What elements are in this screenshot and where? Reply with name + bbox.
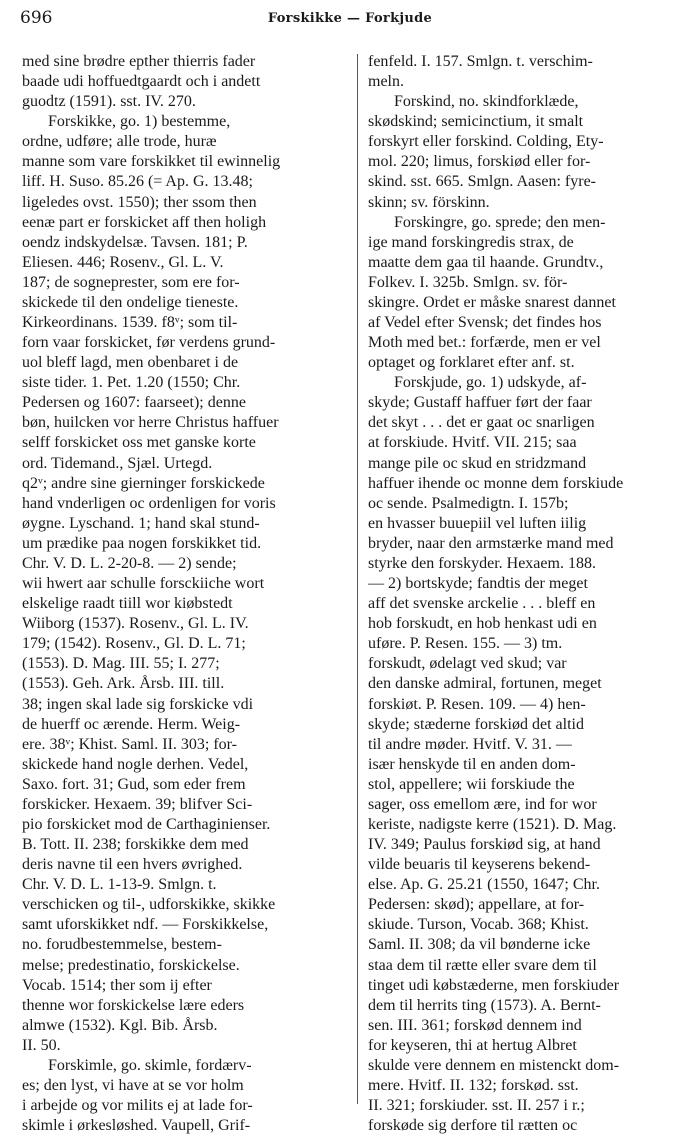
text-line: (1553). D. Mag. III. 55; I. 277; bbox=[22, 655, 220, 673]
text-line: manne som vare forskikket til ewinnelig bbox=[22, 153, 281, 171]
text-line: baade udi hoffuedtgaardt och i andett bbox=[22, 73, 261, 91]
text-line: oc sende. Psalmedigtn. I. 157b; bbox=[368, 494, 569, 512]
text-line: i arbejde og vor milits ej at lade for- bbox=[22, 1097, 253, 1115]
text-line: at forskiude. Hvitf. VII. 215; saa bbox=[368, 434, 577, 452]
text-line: IV. 349; Paulus forskiød sig, at hand bbox=[368, 836, 601, 854]
text-line: meln. bbox=[368, 73, 404, 91]
text-line: aff det svenske arckelie . . . bleff en bbox=[368, 595, 596, 613]
text-line: en hvasser buuepiil vel luften iilig bbox=[368, 514, 587, 532]
text-line: Forskjude, go. 1) udskyde, af- bbox=[394, 374, 587, 392]
text-line: Kirkeordinans. 1539. f8ᵛ; som til- bbox=[22, 314, 238, 332]
text-line: skiude. Turson, Vocab. 368; Khist. bbox=[368, 916, 589, 934]
left-column bbox=[22, 52, 348, 1136]
text-line: ere. 38ᵛ; Khist. Saml. II. 303; for- bbox=[22, 735, 238, 753]
text-line: især henskyde til en anden dom- bbox=[368, 755, 576, 773]
text-line: mange pile oc skud en stridzmand bbox=[368, 454, 587, 472]
text-line: forskiøt. P. Resen. 109. — 4) hen- bbox=[368, 695, 586, 713]
text-line: 179; (1542). Rosenv., Gl. D. L. 71; bbox=[22, 635, 246, 653]
text-line: skulde vere dennem en mistenckt dom- bbox=[368, 1056, 620, 1074]
text-line: siste tider. 1. Pet. 1.20 (1550; Chr. bbox=[22, 374, 241, 392]
text-line: styrke den forskyder. Hexaem. 188. bbox=[368, 554, 596, 572]
text-line: forskøde sig derfore til rætten oc bbox=[368, 1117, 578, 1135]
text-line: skickede hand nogle derhen. Vedel, bbox=[22, 755, 249, 773]
text-line: mere. Hvitf. II. 132; forskød. sst. bbox=[368, 1076, 579, 1094]
text-line: eenæ part er forskicket aff then holigh bbox=[22, 213, 267, 231]
text-line: Pedersen og 1607: faarseet); denne bbox=[22, 394, 246, 412]
text-line: maatte dem gaa til haande. Grundtv., bbox=[368, 253, 604, 271]
text-line: melse; predestinatio, forskickelse. bbox=[22, 956, 240, 974]
text-line: skødskind; semicinctium, it smalt bbox=[368, 113, 584, 131]
text-line: II. 50. bbox=[22, 1036, 61, 1054]
text-line: pio forskicket mod de Carthaginienser. bbox=[22, 815, 271, 833]
text-line: bryder, naar den armstærke mand med bbox=[368, 534, 614, 552]
column-divider bbox=[357, 54, 358, 1104]
text-line: øygne. Lyschand. 1; hand skal stund- bbox=[22, 514, 260, 532]
text-line: skinn; sv. förskinn. bbox=[368, 193, 490, 211]
text-line: ligeledes ovst. 1550); ther ssom then bbox=[22, 193, 257, 211]
text-line: guodtz (1591). sst. IV. 270. bbox=[22, 93, 196, 111]
text-line: Saxo. fort. 31; Gud, som eder frem bbox=[22, 775, 246, 793]
text-line: Chr. V. D. L. 1-13-9. Smlgn. t. bbox=[22, 876, 217, 894]
text-line: ige mand forskingredis strax, de bbox=[368, 233, 574, 251]
text-line: til andre møder. Hvitf. V. 31. — bbox=[368, 735, 572, 753]
text-line: sager, oss emellom ære, ind for wor bbox=[368, 795, 597, 813]
text-line: selff forskicket oss met ganske korte bbox=[22, 434, 256, 452]
text-line: optaget og forklaret efter anf. st. bbox=[368, 354, 575, 372]
page-number: 696 bbox=[20, 8, 53, 28]
text-line: 187; de sogneprester, som ere for- bbox=[22, 273, 240, 291]
page-header bbox=[20, 8, 680, 34]
text-line: forskyrt eller forskind. Colding, Ety- bbox=[368, 133, 604, 151]
text-line: skind. sst. 665. Smlgn. Aasen: fyre- bbox=[368, 173, 596, 191]
text-line: Saml. II. 308; da vil bønderne icke bbox=[368, 936, 591, 954]
text-line: B. Tott. II. 238; forskikke dem med bbox=[22, 836, 249, 854]
text-line: uol bleff lagd, men obenbaret i de bbox=[22, 354, 239, 372]
text-line: elskelige raadt tiill wor kiøbstedt bbox=[22, 595, 233, 613]
text-line: Forskind, no. skindforklæde, bbox=[394, 93, 579, 111]
text-line: dem til herrits ting (1573). A. Bernt- bbox=[368, 996, 601, 1014]
text-line: hob forskudt, en hob henkast udi en bbox=[368, 615, 597, 633]
text-line: verschicken og til-, udforskikke, skikke bbox=[22, 896, 276, 914]
text-line: Moth med bet.: forfærde, men er vel bbox=[368, 334, 601, 352]
text-line: skyde; Gustaff haffuer ført der faar bbox=[368, 394, 592, 412]
text-line: um prædike paa nogen forskikket tid. bbox=[22, 534, 262, 552]
text-line: ordne, udføre; alle trode, huræ bbox=[22, 133, 217, 151]
text-line: almwe (1532). Kgl. Bib. Årsb. bbox=[22, 1016, 218, 1034]
text-line: q2ᵛ; andre sine gierninger forskickede bbox=[22, 474, 265, 492]
text-line: forskudt, ødelagt ved skud; var bbox=[368, 655, 567, 673]
text-line: forn vaar forskicket, før verdens grund- bbox=[22, 334, 276, 352]
text-line: 38; ingen skal lade sig forskicke vdi bbox=[22, 695, 254, 713]
text-line: fenfeld. I. 157. Smlgn. t. verschim- bbox=[368, 53, 593, 70]
text-line: forskicker. Hexaem. 39; blifver Sci- bbox=[22, 795, 253, 813]
text-line: liff. H. Suso. 85.26 (= Ap. G. 13.48; bbox=[22, 173, 253, 191]
text-line: af Vedel efter Svensk; det findes hos bbox=[368, 314, 602, 332]
text-line: Forskikke, go. 1) bestemme, bbox=[48, 113, 231, 131]
text-line: deris navne til een hvers øvrighed. bbox=[22, 856, 243, 874]
text-line: thenne wor forskickelse lære eders bbox=[22, 996, 245, 1014]
text-line: Chr. V. D. L. 2-20-8. — 2) sende; bbox=[22, 554, 237, 572]
text-line: den danske admiral, fortunen, meget bbox=[368, 675, 602, 693]
text-line: hand vnderligen oc ordenligen for voris bbox=[22, 494, 276, 512]
text-line: sen. III. 361; forskød dennem ind bbox=[368, 1016, 582, 1034]
text-line: uføre. P. Resen. 155. — 3) tm. bbox=[368, 635, 563, 653]
text-line: Forskingre, go. sprede; den men- bbox=[394, 213, 606, 231]
text-line: skyde; stæderne forskiød det altid bbox=[368, 715, 584, 733]
text-line: mol. 220; limus, forskiød eller for- bbox=[368, 153, 591, 171]
text-line: Eliesen. 446; Rosenv., Gl. L. V. bbox=[22, 253, 224, 271]
running-head: Forskikke — Forkjude bbox=[267, 11, 433, 26]
text-line: tinget udi købstæderne, men forskiuder bbox=[368, 976, 620, 994]
text-line: — 2) bortskyde; fandtis der meget bbox=[368, 575, 588, 593]
text-line: skimle i ørkesløshed. Vaupell, Grif- bbox=[22, 1117, 251, 1135]
text-line: Wiiborg (1537). Rosenv., Gl. L. IV. bbox=[22, 615, 249, 633]
text-line: Forskimle, go. skimle, fordærv- bbox=[48, 1056, 252, 1074]
text-line: for keyseren, thi at hertug Albret bbox=[368, 1036, 577, 1054]
text-line: samt uforskikket ndf. — Forskikkelse, bbox=[22, 916, 269, 934]
text-line: Folkev. I. 325b. Smlgn. sv. för- bbox=[368, 273, 568, 291]
text-line: stol, appellere; wii forskiude the bbox=[368, 775, 575, 793]
text-line: skickede til den ondelige tieneste. bbox=[22, 293, 239, 311]
text-line: det skyt . . . det er gaat oc snarligen bbox=[368, 414, 595, 432]
text-line: else. Ap. G. 25.21 (1550, 1647; Chr. bbox=[368, 876, 600, 894]
text-line: wii hwert aar schulle forsckiiche wort bbox=[22, 575, 265, 593]
text-line: (1553). Geh. Ark. Årsb. III. till. bbox=[22, 675, 225, 693]
text-line: oendz indskydelsæ. Tavsen. 181; P. bbox=[22, 233, 248, 251]
text-line: no. forudbestemmelse, bestem- bbox=[22, 936, 222, 954]
text-line: staa dem til rætte eller svare dem til bbox=[368, 956, 597, 974]
text-line: de huerff oc ærende. Herm. Weig- bbox=[22, 715, 241, 733]
text-line: med sine brødre epther thierris fader bbox=[22, 53, 256, 70]
text-line: II. 321; forskiuder. sst. II. 257 i r.; bbox=[368, 1097, 585, 1115]
text-line: Vocab. 1514; ther som ij efter bbox=[22, 976, 212, 994]
right-column bbox=[368, 52, 688, 1136]
text-line: haffuer ihende oc monne dem forskiude bbox=[368, 474, 624, 492]
text-line: bøn, huilcken vor herre Christus haffuer bbox=[22, 414, 279, 432]
text-line: skingre. Ordet er måske snarest dannet bbox=[368, 293, 616, 311]
text-line: ord. Tidemand., Sjæl. Urtegd. bbox=[22, 454, 213, 472]
text-line: es; den lyst, vi have at se vor holm bbox=[22, 1076, 244, 1094]
text-line: keriste, nadigste kerre (1521). D. Mag. bbox=[368, 815, 617, 833]
text-line: Pedersen: skød); appellare, at for- bbox=[368, 896, 585, 914]
text-line: vilde beuaris til keyserens bekend- bbox=[368, 856, 591, 874]
